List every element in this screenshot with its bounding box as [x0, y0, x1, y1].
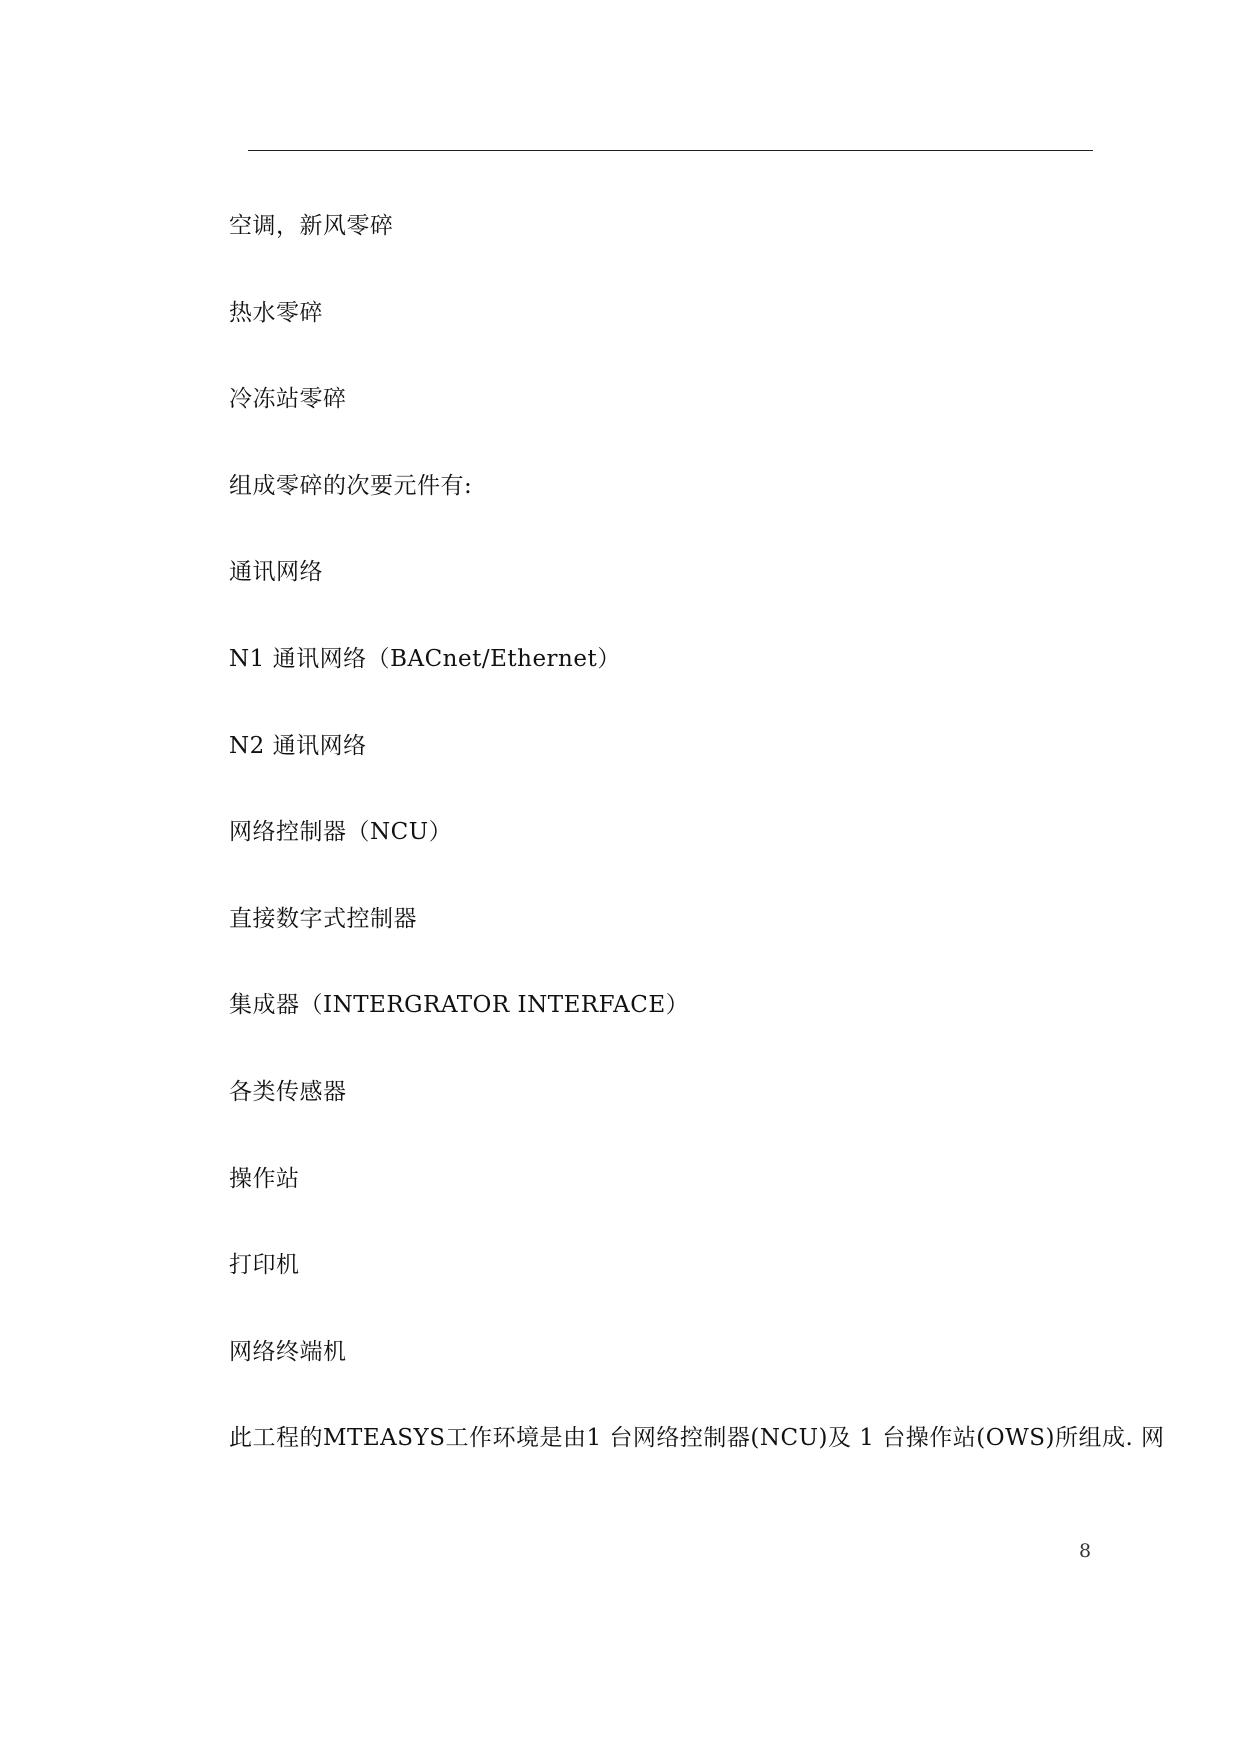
text-line: 冷冻站零碎 — [229, 386, 347, 413]
body-text — [229, 208, 1165, 1507]
text-line: 直接数字式控制器 — [229, 905, 417, 932]
header-rule — [248, 150, 1093, 151]
text-line: 通讯网络 — [229, 559, 323, 586]
text-line: 热水零碎 — [229, 299, 323, 326]
text-line: 操作站 — [229, 1165, 300, 1192]
text-line: 此工程的MTEASYS工作环境是由1 台网络控制器(NCU)及 1 台操作站(OWS)所组成. 网 — [229, 1425, 1165, 1452]
text-line: 打印机 — [229, 1252, 300, 1279]
text-line: 网络控制器（NCU） — [229, 819, 453, 846]
text-line: 空调，新风零碎 — [229, 213, 394, 239]
text-line: N2 通讯网络 — [229, 732, 367, 759]
text-line: N1 通讯网络（BACnet/Ethernet） — [229, 645, 621, 672]
text-line: 组成零碎的次要元件有: — [229, 472, 473, 499]
text-line: 网络终端机 — [229, 1338, 347, 1365]
page-number: 8 — [1078, 1540, 1092, 1562]
text-line: 集成器（INTERGRATOR INTERFACE） — [229, 992, 690, 1019]
text-line: 各类传感器 — [229, 1078, 347, 1105]
